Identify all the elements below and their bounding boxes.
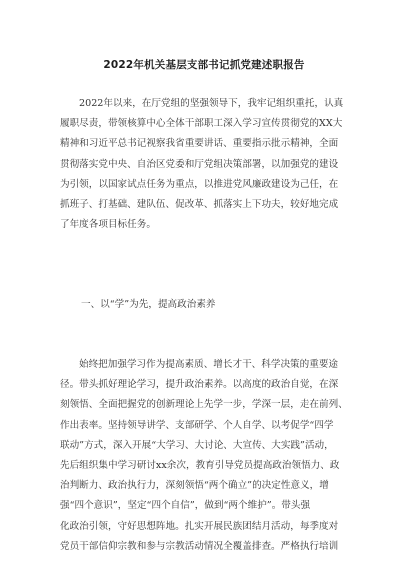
paragraph-line: 党员干部信仰宗教和参与宗教活动情况全覆盖排查。严格执行培训: [60, 540, 339, 552]
paragraph-line: 了年度各项目标任务。: [60, 219, 156, 231]
paragraph-line: 始终把加强学习作为提高素质、增长才干、科学决策的重要途: [79, 359, 339, 370]
paragraph-line: 联动”方式，深入开展“大学习、大讨论、大宣传、大实践”活动，: [60, 439, 334, 451]
paragraph-line: 化政治引领，守好思想阵地。扎实开展民族团结月活动，每季度对: [60, 520, 339, 532]
paragraph-line: 抓班子、打基础、建队伍、促改革、抓落实上下功夫，较好地完成: [60, 199, 339, 211]
paragraph-intro: [60, 94, 352, 235]
paragraph-line: 精神和习近平总书记视察我省重要讲话、重要指示批示精神，全面: [60, 138, 339, 150]
paragraph-line: 径。带头抓好理论学习，提升政治素养。以高度的政治自觉，在深: [60, 379, 339, 391]
paragraph-line: 先后组织集中学习研讨xx余次，教育引导党员提高政治领悟力、政: [60, 460, 340, 472]
section-heading: 一、以“学”为先，提高政治素养: [81, 299, 216, 310]
paragraph-line: 为引领，以国家试点任务为重点，以推进党风廉政建设为己任，在: [60, 178, 339, 190]
document-title: 2022年机关基层支部书记抓党建述职报告: [103, 59, 305, 71]
paragraph-line: 刻领悟、全面把握党的创新理论上先学一步，学深一层，走在前列、: [60, 399, 348, 411]
paragraph-line: 强“四个意识”，坚定“四个自信”，做到“两个维护”。带头强: [60, 500, 311, 512]
paragraph-study: [60, 355, 352, 557]
paragraph-line: 2022年以来，在厅党组的坚强领导下，我牢记组织重托，认真: [79, 98, 344, 109]
paragraph-line: 贯彻落实党中央、自治区党委和厅党组决策部署，以加强党的建设: [60, 158, 339, 170]
paragraph-line: 治判断力、政治执行力，深刻领悟“两个确立”的决定性意义，增: [60, 480, 329, 492]
paragraph-line: 履职尽责，带领核算中心全体干部职工深入学习宣传贯彻党的XX大: [60, 118, 343, 130]
paragraph-line: 作出表率。坚持领导讲学、支部研学、个人自学、以考促学“四学: [60, 419, 334, 431]
